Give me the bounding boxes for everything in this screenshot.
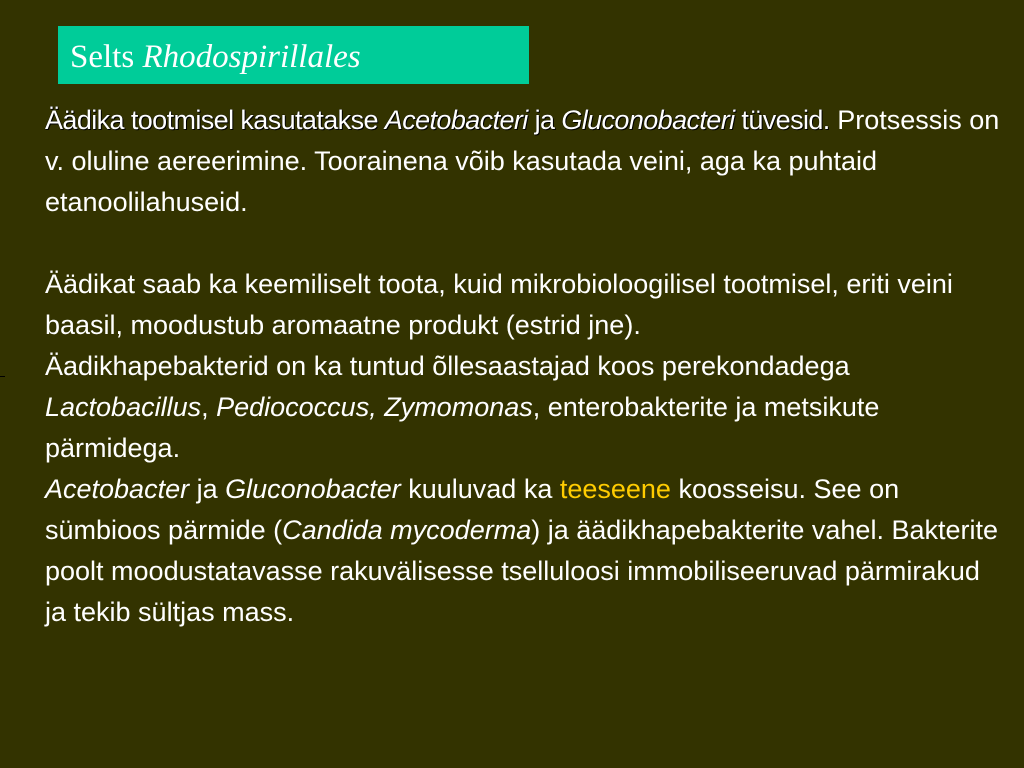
genus-lactobacillus: Lactobacillus xyxy=(45,392,202,422)
paragraph-3-end: , enterobakterite ja metsikute pärmidega. xyxy=(45,392,880,463)
genus-gluconobacteri: Gluconobacteri xyxy=(561,105,735,135)
genus-gluconobacter: Gluconobacter xyxy=(225,474,401,504)
highlight-teeseene: teeseene xyxy=(559,474,671,504)
paragraph-4-join: ja xyxy=(189,474,226,504)
lead-join: ja xyxy=(527,105,562,135)
slide-title xyxy=(58,26,529,84)
lead-text-end: tüvesid. xyxy=(734,105,830,135)
paragraph-1-rest: Protsessis on v. oluline aereerimine. Toorainena võib kasutada veini, aga ka puhtaid etanoolilahuseid. xyxy=(45,105,1000,217)
lead-text: Äädika tootmisel kasutatakse xyxy=(45,105,385,135)
paragraph-4-end: ) ja äädikhapebakterite vahel. Bakterite poolt moodustatavasse rakuvälisesse tselluloosi immobiliseeruvad pärmirakud ja tekib sültjas mass. xyxy=(45,515,998,627)
paragraph-gap xyxy=(45,223,1005,264)
paragraph-3-text: Äadikhapebakterid on ka tuntud õllesaastajad koos perekondadega xyxy=(45,351,850,381)
paragraph-1 xyxy=(45,100,1005,223)
slide-body xyxy=(45,100,1005,633)
paragraph-3-comma: , xyxy=(201,392,217,422)
edge-mark xyxy=(0,376,5,377)
paragraph-4 xyxy=(45,469,1005,633)
paragraph-3 xyxy=(45,346,1005,469)
species-candida-mycoderma: Candida mycoderma xyxy=(282,515,532,545)
paragraph-4-text-2: koosseisu. See on sümbioos pärmide ( xyxy=(45,474,900,545)
paragraph-4-text: kuuluvad ka xyxy=(400,474,560,504)
genus-acetobacteri: Acetobacteri xyxy=(384,105,528,135)
title-prefix: Selts xyxy=(70,39,143,75)
genus-acetobacter: Acetobacter xyxy=(45,474,190,504)
title-taxon: Rhodospirillales xyxy=(142,39,361,75)
genus-pediococcus-zymomonas: Pediococcus, Zymomonas xyxy=(216,392,533,422)
paragraph-2: Äädikat saab ka keemiliselt toota, kuid mikrobioloogilisel tootmisel, eriti veini baasil, moodustub aromaatne produkt (estrid jne). xyxy=(45,269,953,340)
